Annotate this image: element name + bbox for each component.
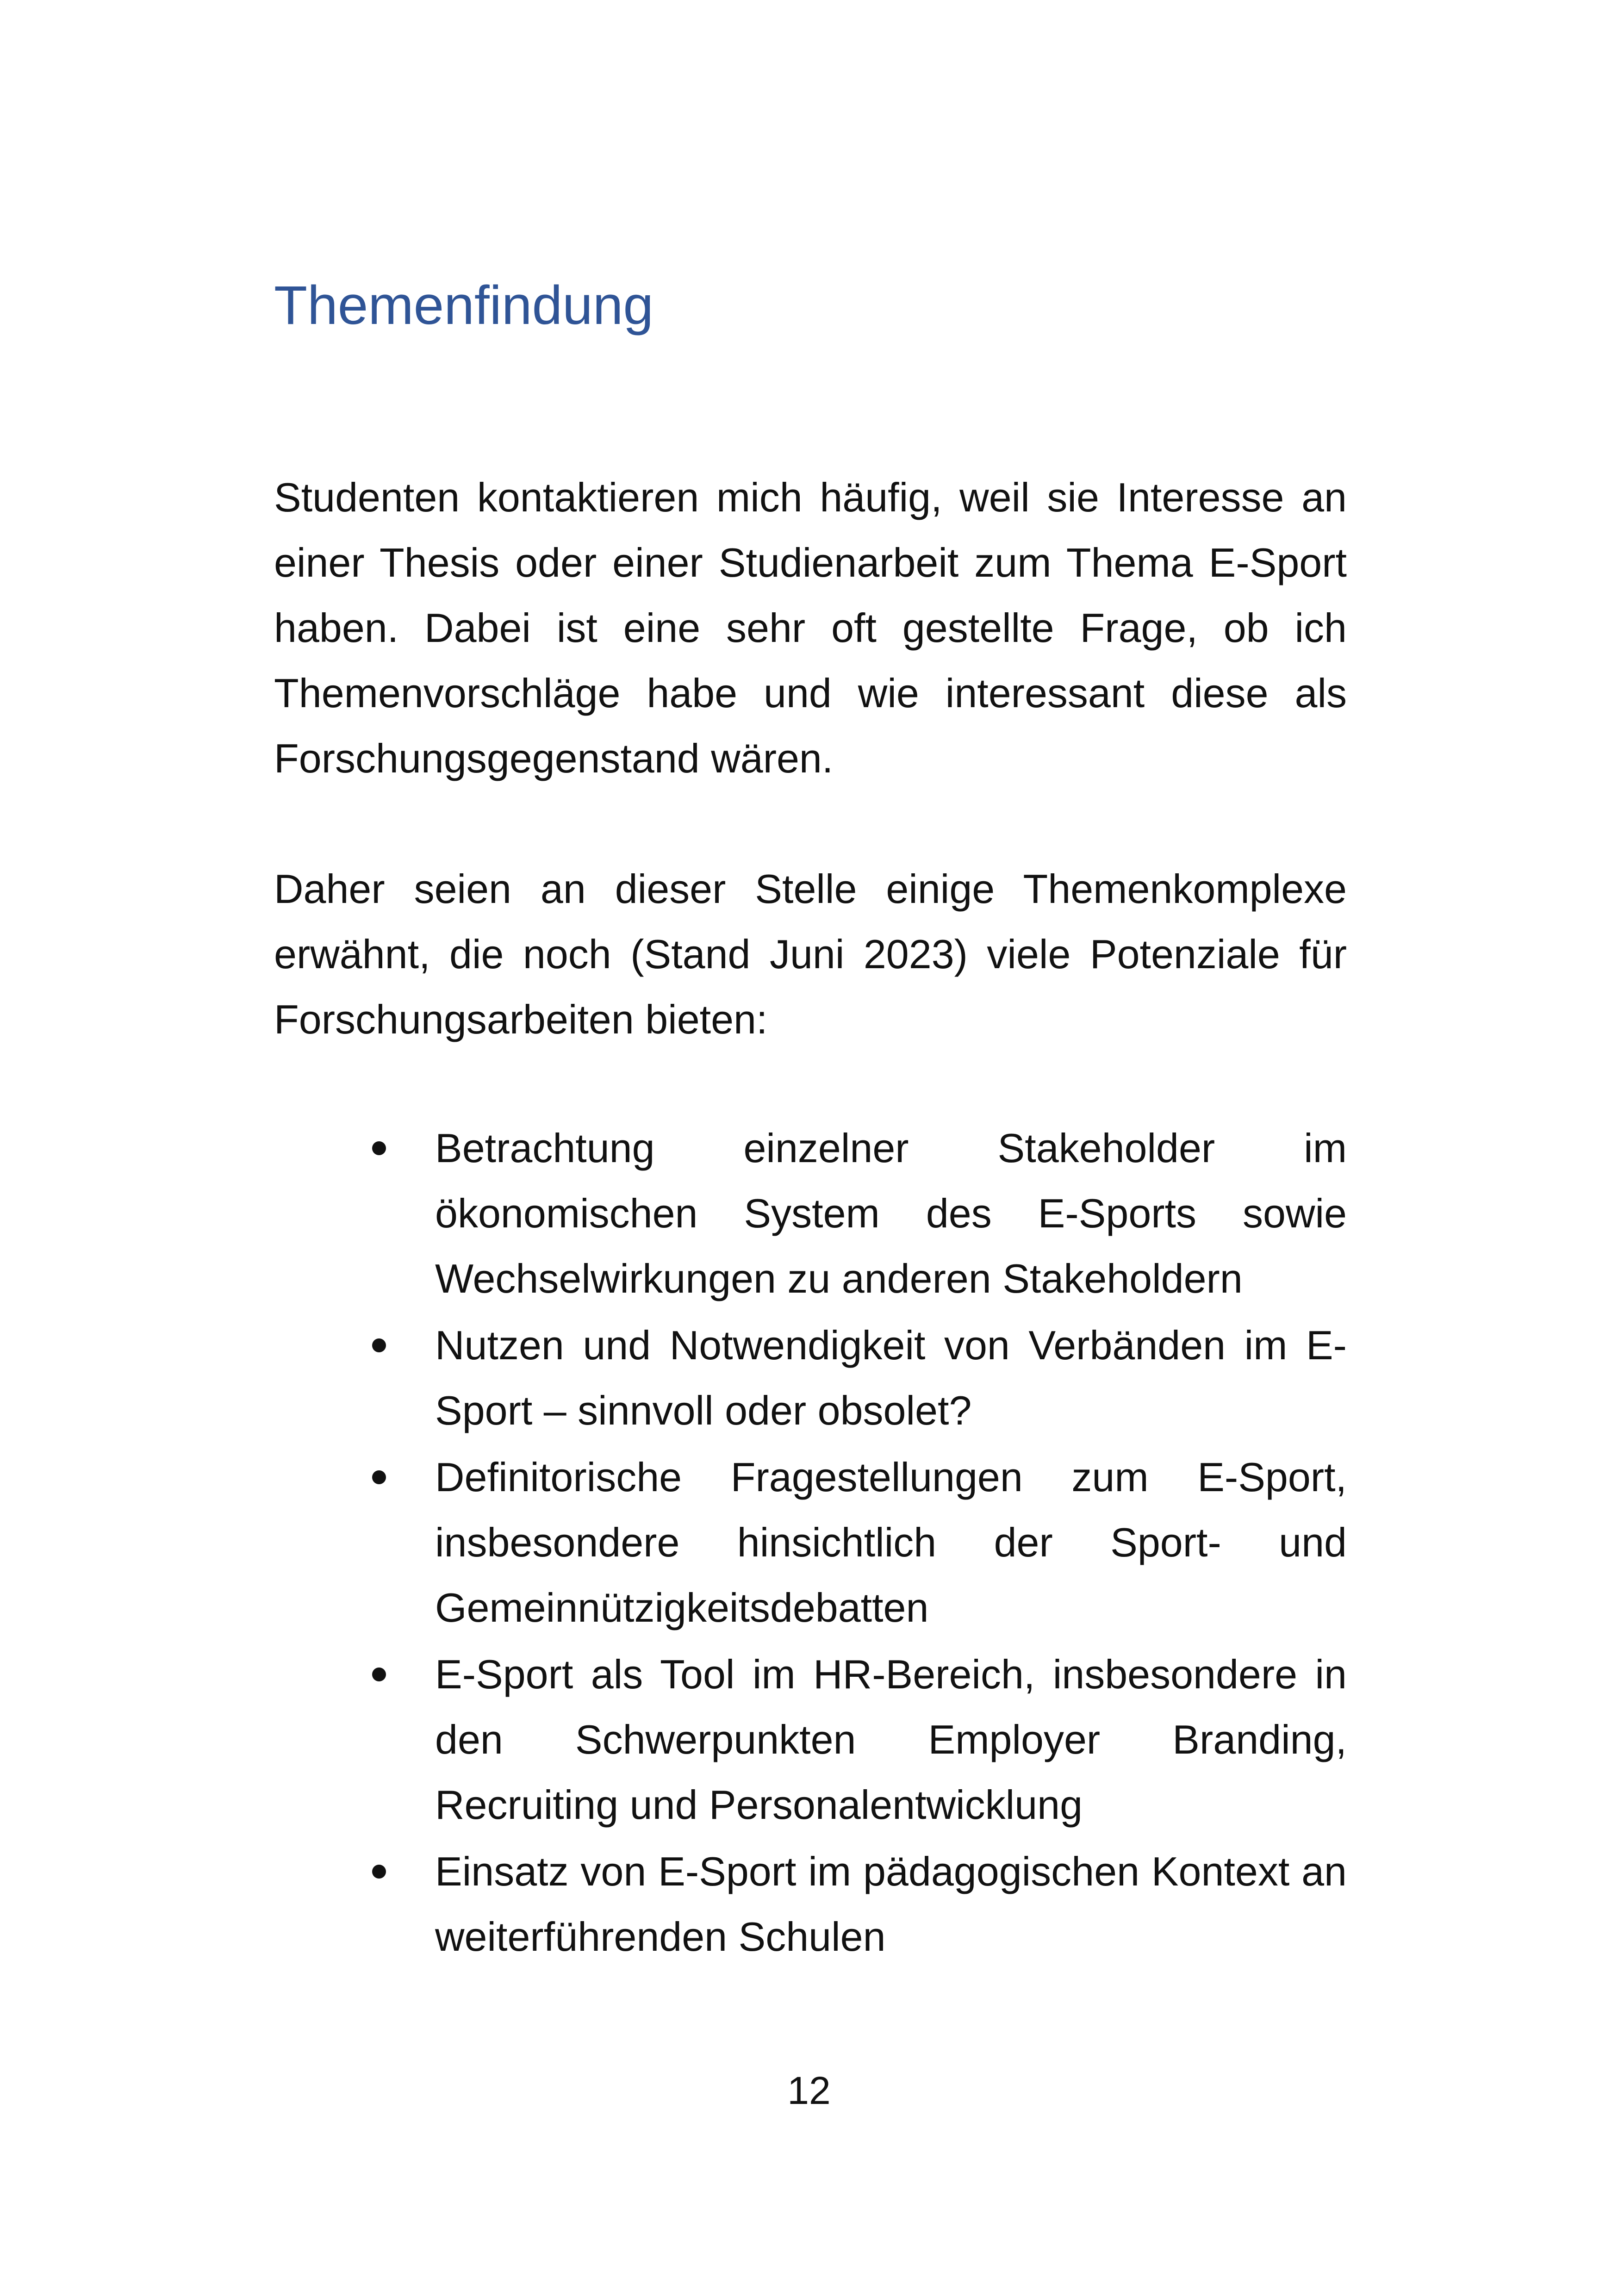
list-item-text: Definitorische Fragestellungen zum E-Sport, insbesondere hinsichtlich der Sport- und Gemeinnützigkeitsdebatten xyxy=(435,1454,1347,1630)
bullet-icon xyxy=(372,1338,386,1352)
list-item-text: E-Sport als Tool im HR-Bereich, insbesondere in den Schwerpunkten Employer Branding, Recruiting und Personalentwicklung xyxy=(435,1651,1347,1828)
list-item xyxy=(274,1839,1347,1969)
section-heading: Themenfindung xyxy=(274,275,654,336)
list-item-text: Nutzen und Notwendigkeit von Verbänden im E-Sport – sinnvoll oder obsolet? xyxy=(435,1322,1347,1433)
bullet-icon xyxy=(372,1470,386,1484)
list-item xyxy=(274,1115,1347,1311)
topic-list xyxy=(274,1115,1347,1971)
bullet-icon xyxy=(372,1141,386,1155)
list-item xyxy=(274,1444,1347,1640)
bullet-icon xyxy=(372,1865,386,1879)
paragraph-intro: Studenten kontaktieren mich häufig, weil sie Interesse an einer Thesis oder einer Studienarbeit zum Thema E-Sport haben. Dabei ist eine sehr oft gestellte Frage, ob ich Themenvorschläge habe und wie interessant diese als Forschungsgegenstand wären. xyxy=(274,474,1347,781)
list-item xyxy=(274,1313,1347,1443)
list-item-text: Betrachtung einzelner Stakeholder im ökonomischen System des E-Sports sowie Wechselwirkungen zu anderen Stakeholdern xyxy=(435,1125,1347,1301)
paragraph-topics-intro: Daher seien an dieser Stelle einige Themenkomplexe erwähnt, die noch (Stand Juni 2023) viele Potenziale für Forschungsarbeiten bieten: xyxy=(274,866,1347,1042)
page-number: 12 xyxy=(787,2069,831,2112)
list-item xyxy=(274,1642,1347,1837)
list-item-text: Einsatz von E-Sport im pädagogischen Kontext an weiterführenden Schulen xyxy=(435,1848,1347,1960)
bullet-icon xyxy=(372,1668,386,1681)
